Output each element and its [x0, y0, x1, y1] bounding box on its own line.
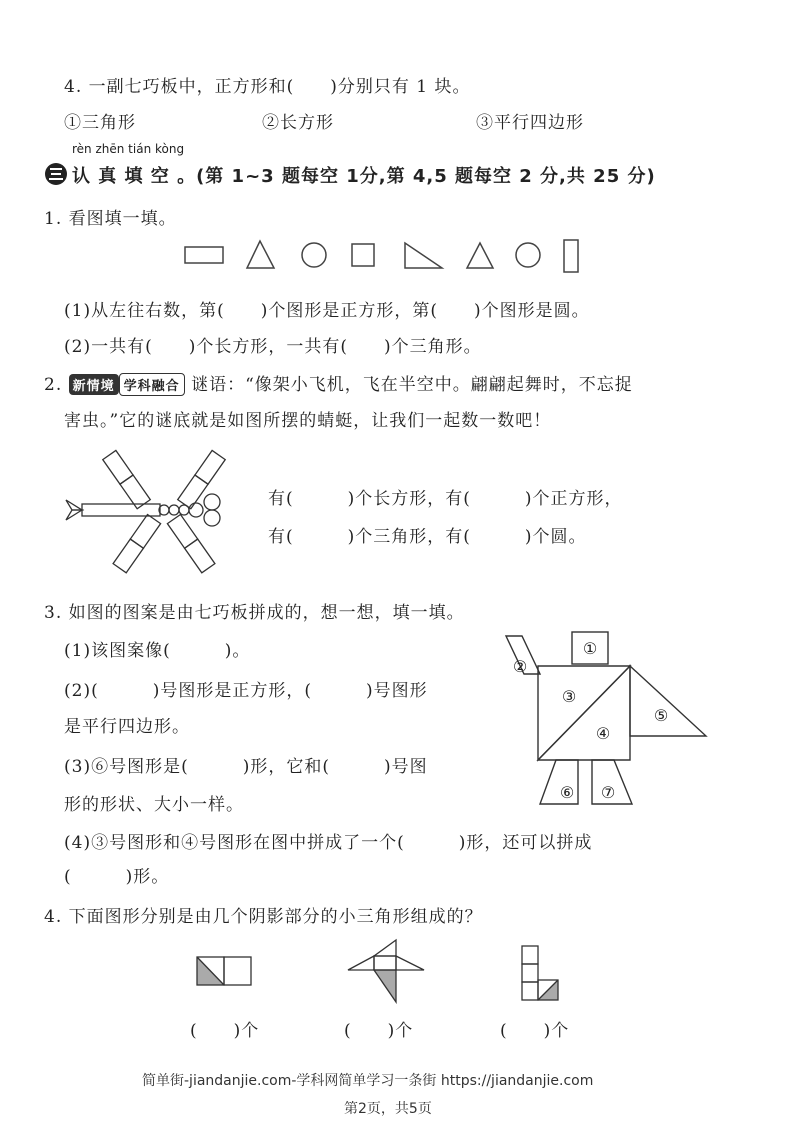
- q4-answer-1: ( )个: [190, 1021, 260, 1041]
- tangram-label-5: ⑤: [653, 706, 669, 725]
- q3-line5: 形的形状、大小一样。: [64, 795, 244, 815]
- q1-line2: (2)一共有( )个长方形，一共有( )个三角形。: [64, 337, 482, 357]
- q4-figure-1: [196, 956, 254, 986]
- circle-shape: [302, 243, 326, 267]
- tangram-label-3: ③: [561, 687, 577, 706]
- footer-watermark: 简单街-jiandanjie.com-学科网简单学习一条街 https://jiandanjie.com: [142, 1073, 594, 1089]
- section-number-icon: [44, 162, 68, 186]
- square-shape: [352, 244, 374, 266]
- triangle-shape-2: [467, 243, 493, 268]
- q1-line1: (1)从左往右数，第( )个图形是正方形，第( )个图形是圆。: [64, 301, 590, 321]
- q2-answer-line2: 有( )个三角形，有( )个圆。: [268, 527, 587, 547]
- q2-answer-line1: 有( )个长方形，有( )个正方形，: [268, 489, 623, 509]
- dragonfly-figure: [60, 444, 240, 584]
- q4-prev-option-3: ③平行四边形: [476, 113, 584, 133]
- q3-line1: (1)该图案像( )。: [64, 641, 251, 661]
- q3-line4: (3)⑥号图形是( )形，它和( )号图: [64, 757, 428, 777]
- q3-line2: (2)( )号图形是正方形，( )号图形: [64, 681, 428, 701]
- q3-line7: ( )形。: [64, 867, 170, 887]
- tangram-label-2: ②: [512, 657, 528, 676]
- q4-figure-2: [346, 938, 426, 1004]
- tangram-bird-figure: [500, 632, 710, 808]
- q4-title: 4. 下面图形分别是由几个阴影部分的小三角形组成的？: [44, 907, 483, 927]
- tangram-label-1: ①: [582, 639, 598, 658]
- q4-prev-text: 4. 一副七巧板中，正方形和( )分别只有 1 块。: [64, 77, 471, 97]
- q4-figure-3: [520, 944, 560, 1002]
- triangle-shape: [247, 241, 274, 268]
- badge-subject-integration: 学科融合: [119, 373, 185, 396]
- q3-title: 3. 如图的图案是由七巧板拼成的，想一想，填一填。: [44, 603, 465, 623]
- right-triangle-shape: [405, 243, 442, 268]
- q2-line2: 害虫。”它的谜底就是如图所摆的蜻蜓，让我们一起数一数吧！: [64, 411, 552, 431]
- tangram-label-7: ⑦: [600, 783, 616, 802]
- q4-answer-2: ( )个: [344, 1021, 414, 1041]
- section-pinyin: rèn zhēn tián kòng: [72, 142, 185, 156]
- page-number: 第2页，共5页: [344, 1101, 432, 1117]
- q4-prev-option-1: ①三角形: [64, 113, 136, 133]
- q4-prev-option-2: ②长方形: [262, 113, 334, 133]
- tangram-label-4: ④: [595, 724, 611, 743]
- q2-line1: 谜语：“像架小飞机，飞在半空中。翩翩起舞时，不忘捉: [191, 375, 633, 395]
- rectangle-shape-2: [564, 240, 578, 272]
- tangram-label-6: ⑥: [559, 783, 575, 802]
- rectangle-shape: [185, 247, 223, 263]
- q1-shapes-figure: [180, 238, 590, 278]
- q4-answer-3: ( )个: [500, 1021, 570, 1041]
- q2-number: 2.: [44, 375, 63, 395]
- q1-title: 1. 看图填一填。: [44, 209, 177, 229]
- circle-shape-2: [516, 243, 540, 267]
- badge-new-scenario: 新情境: [69, 374, 119, 395]
- q3-line6: (4)③号图形和④号图形在图中拼成了一个( )形，还可以拼成: [64, 833, 593, 853]
- section-title: 认 真 填 空 。(第 1~3 题每空 1分,第 4,5 题每空 2 分,共 25 分): [72, 166, 656, 187]
- q3-line3: 是平行四边形。: [64, 717, 190, 737]
